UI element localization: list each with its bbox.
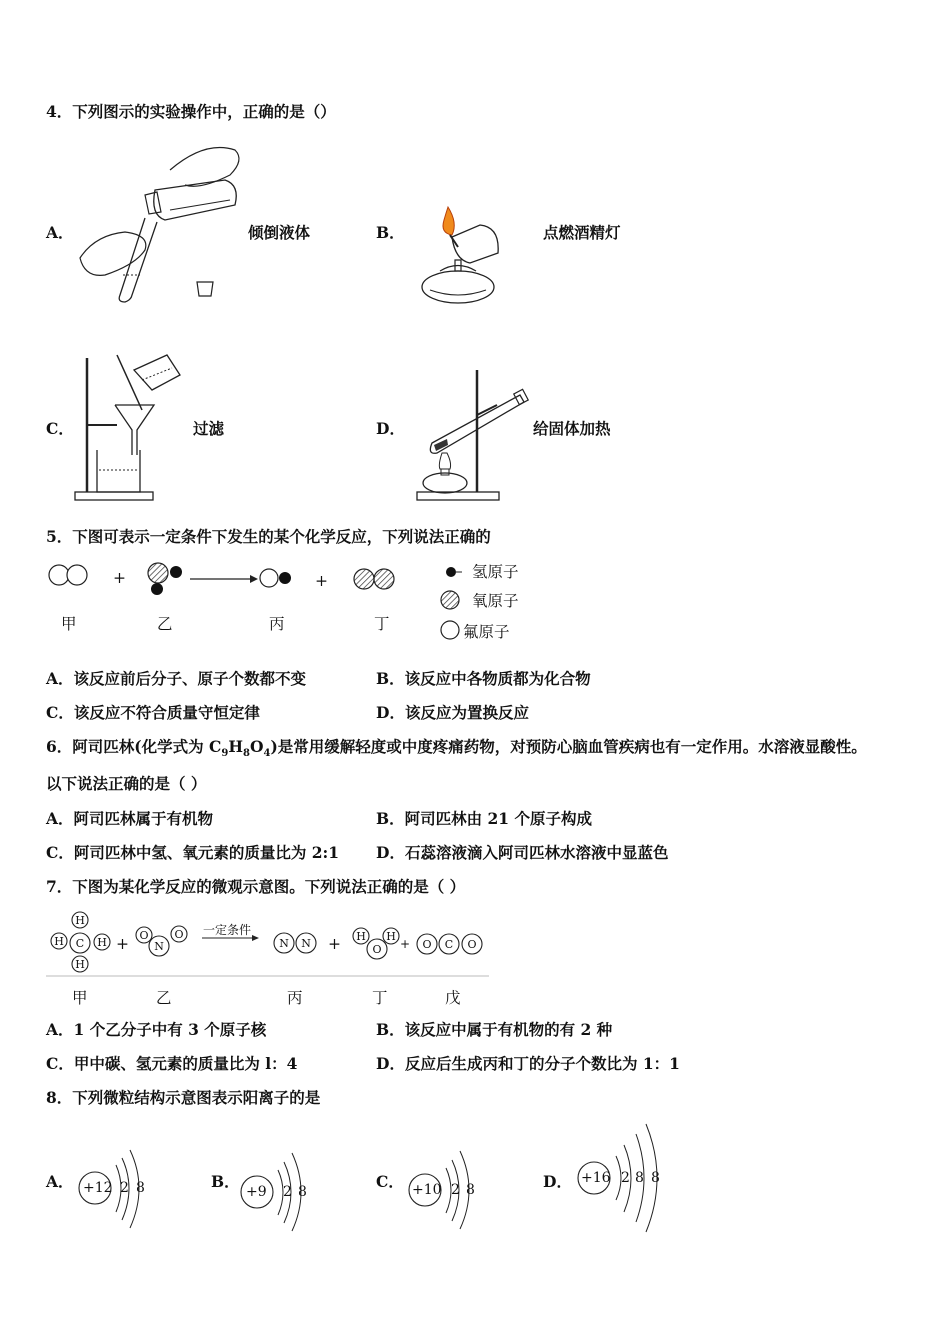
yi-nitrogen-atom: N	[154, 940, 164, 953]
q8-option-c-letter: C．	[376, 1172, 404, 1191]
q8-option-a-nucleus: +12	[83, 1180, 113, 1196]
q4-option-a-letter: A．	[46, 223, 74, 242]
q7-label-yi: 乙	[156, 989, 172, 1007]
q4-stem: 4．下列图示的实验操作中，正确的是（）	[46, 102, 336, 121]
q5-plus-2: +	[315, 572, 328, 590]
q4-option-d-caption: 给固体加热	[533, 419, 611, 438]
legend-hydrogen-symbol	[446, 567, 456, 577]
legend-oxygen-symbol	[441, 591, 459, 609]
q4-option-d-letter: D．	[376, 419, 405, 438]
q8-option-a-letter: A．	[46, 1172, 74, 1191]
q5-option-d: D．该反应为置换反应	[376, 703, 529, 722]
q8-option-b-shell-1: 2	[283, 1184, 292, 1200]
heating-solid-illustration	[412, 365, 532, 505]
q8-option-a-shell-2: 8	[136, 1180, 145, 1196]
molecule-ding	[354, 569, 394, 589]
molecule-jia	[49, 565, 87, 585]
q8-option-c-shell-2: 8	[466, 1182, 475, 1198]
bing-nitrogen-atom-right: N	[301, 937, 311, 950]
ding-oxygen-atom: O	[372, 943, 382, 956]
q8-option-b-letter: B．	[211, 1172, 240, 1191]
q8-option-b-nucleus: +9	[246, 1184, 267, 1200]
yi-oxygen-atom-left: O	[139, 929, 149, 942]
q7-label-wu: 戊	[445, 989, 461, 1007]
q7-plus-2: +	[328, 935, 341, 953]
legend-fluorine-label: 氟原子	[463, 623, 510, 641]
q7-label-bing: 丙	[287, 989, 303, 1007]
legend-hydrogen-label: 氢原子	[472, 563, 519, 581]
q7-plus-3: +	[400, 937, 411, 951]
q7-label-jia: 甲	[72, 989, 88, 1007]
yi-oxygen-atom-right: O	[174, 928, 184, 941]
q7-condition-label: 一定条件	[203, 923, 252, 937]
q7-option-c: C．甲中碳、氢元素的质量比为 l：4	[46, 1054, 298, 1073]
q8-stem: 8．下列微粒结构示意图表示阳离子的是	[46, 1088, 321, 1107]
q5-label-jia: 甲	[61, 615, 77, 633]
q7-option-a: A．1 个乙分子中有 3 个原子核	[46, 1020, 267, 1039]
wu-oxygen-atom-left: O	[422, 938, 432, 951]
lighting-alcohol-lamp-illustration	[410, 205, 525, 310]
q7-option-d: D．反应后生成丙和丁的分子个数比为 1：1	[376, 1054, 680, 1073]
wu-oxygen-atom-right: O	[467, 938, 477, 951]
q7-option-b: B．该反应中属于有机物的有 2 种	[376, 1020, 613, 1039]
filtration-illustration	[72, 350, 187, 505]
q6-option-b: B．阿司匹林由 21 个原子构成	[376, 809, 592, 828]
q7-reaction-diagram	[44, 906, 494, 981]
q8-option-d-shell-2: 8	[635, 1170, 644, 1186]
q6-option-c: C．阿司匹林中氢、氧元素的质量比为 2:1	[46, 843, 340, 862]
q6-stem: 6．阿司匹林(化学式为 $C_9H_8O_4$)是常用缓解轻度或中度疼痛药物，对预防心脑血管疾病也有一定作用。水溶液显酸性。	[46, 737, 867, 760]
q5-stem: 5．下图可表示一定条件下发生的某个化学反应，下列说法正确的	[46, 527, 491, 546]
ding-hydrogen-atom-left: H	[356, 930, 366, 943]
q6-option-d: D．石蕊溶液滴入阿司匹林水溶液中显蓝色	[376, 843, 669, 862]
q8-option-c-shell-1: 2	[451, 1182, 460, 1198]
q4-option-a-caption: 倾倒液体	[248, 223, 311, 242]
q6-stem-line2: 以下说法正确的是（ ）	[46, 774, 207, 793]
q5-label-bing: 丙	[269, 615, 285, 633]
q7-stem: 7．下图为某化学反应的微观示意图。下列说法正确的是（ ）	[46, 877, 466, 896]
q8-option-c-nucleus: +10	[412, 1182, 442, 1198]
q4-option-c-caption: 过滤	[193, 419, 225, 438]
bing-nitrogen-atom-left: N	[279, 937, 289, 950]
q4-option-b-caption: 点燃酒精灯	[543, 223, 621, 242]
q5-option-b: B．该反应中各物质都为化合物	[376, 669, 591, 688]
q8-option-d-letter: D．	[543, 1172, 572, 1191]
molecule-bing	[260, 569, 291, 587]
q4-option-c-letter: C．	[46, 419, 74, 438]
q5-plus-1: +	[113, 569, 126, 587]
jia-hydrogen-atom-right: H	[97, 936, 107, 949]
q8-option-d-shell-3: 8	[651, 1170, 660, 1186]
q4-option-b-letter: B．	[376, 223, 405, 242]
q8-option-d-shell-1: 2	[621, 1170, 630, 1186]
q5-option-a: A．该反应前后分子、原子个数都不变	[46, 669, 307, 688]
legend-fluorine-symbol	[441, 621, 459, 639]
q8-option-b-shell-2: 8	[298, 1184, 307, 1200]
q5-option-c: C．该反应不符合质量守恒定律	[46, 703, 260, 722]
q8-option-d-nucleus: +16	[581, 1170, 611, 1186]
q6-option-a: A．阿司匹林属于有机物	[46, 809, 214, 828]
q5-label-yi: 乙	[157, 615, 173, 633]
q7-plus-1: +	[116, 935, 129, 953]
jia-hydrogen-atom-top: H	[75, 914, 85, 927]
ding-hydrogen-atom-right: H	[386, 930, 396, 943]
molecule-yi	[148, 563, 182, 595]
jia-hydrogen-atom-bottom: H	[75, 958, 85, 971]
jia-hydrogen-atom-left: H	[54, 935, 64, 948]
q5-label-ding: 丁	[374, 615, 390, 633]
q7-label-ding: 丁	[372, 989, 388, 1007]
legend-oxygen-label: 氧原子	[472, 592, 519, 610]
jia-carbon-atom: C	[75, 937, 85, 950]
q8-option-a-shell-1: 2	[120, 1180, 129, 1196]
wu-carbon-atom: C	[444, 938, 454, 951]
pouring-liquid-illustration	[75, 140, 245, 305]
